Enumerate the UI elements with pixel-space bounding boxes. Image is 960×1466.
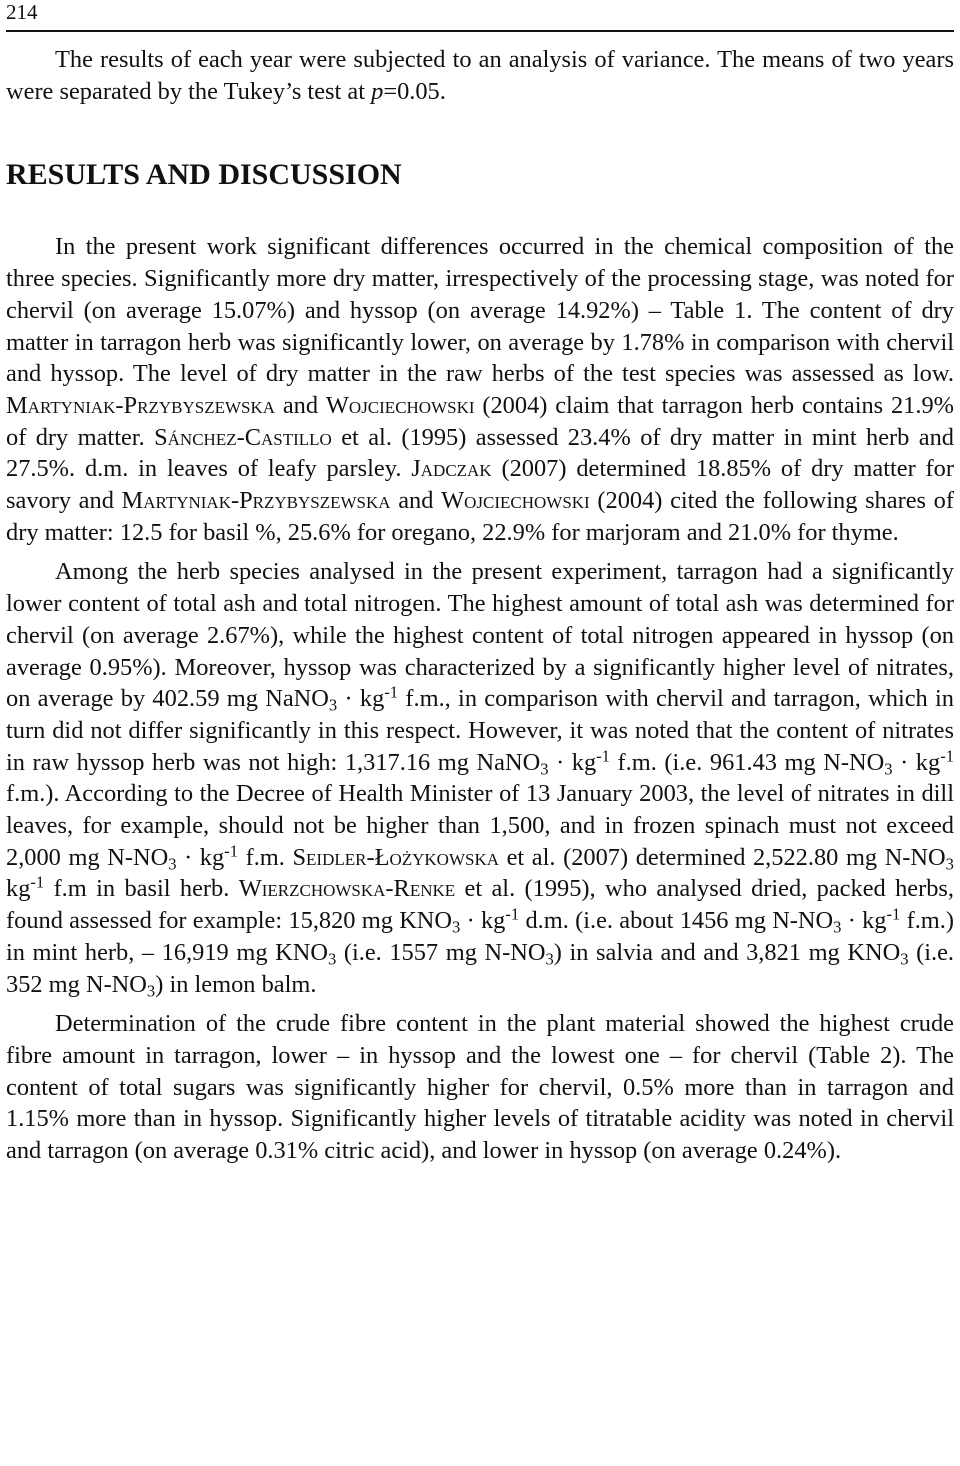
author-name: Jadczak xyxy=(411,455,492,483)
subscript: 3 xyxy=(945,854,954,874)
intro-paragraph xyxy=(6,44,954,107)
superscript: -1 xyxy=(886,904,901,924)
header-rule xyxy=(6,30,954,32)
paragraph-fibre-sugars: Determination of the crude fibre content in the plant material showed the highest crude fibre amount in tarragon, lower – in hyssop and the lowest one – for chervil (Table 2). The content of total sugars was significantly higher for chervil, 0.5% more than in tarragon and 1.15% more than in hyssop. Significantly higher levels of titratable acidity was noted in chervil and tarragon (on average 0.31% citric acid), and lower in hyssop (on average 0.24%). xyxy=(6,1010,954,1165)
text: f.m. (i.e. 961.43 mg N-NO xyxy=(609,748,885,776)
text: (2007) determined 18.85% of dry matter for savory and xyxy=(6,455,954,515)
text: f.m in basil herb. xyxy=(44,875,239,903)
subscript: 3 xyxy=(327,949,337,969)
superscript: -1 xyxy=(596,746,610,766)
text: (2004) cited the following shares of dry matter: 12.5 for basil %, 25.6% for oregano, 22.9% for marjoram and 21.0% for thyme. xyxy=(6,487,954,546)
text: · kg xyxy=(337,685,385,713)
text: · kg xyxy=(548,748,597,776)
text: f.m.). According to the Decree of Health Minister of 13 January 2003, the level of nitrates in dill leaves, for example, should not be higher than 1,500, and in frozen spinach must not exceed 2,000 mg N-NO xyxy=(6,780,954,871)
subscript: 3 xyxy=(884,759,893,779)
superscript: -1 xyxy=(384,682,399,702)
subscript: 3 xyxy=(146,981,156,1001)
author-name: Martyniak-Przybyszewska xyxy=(6,391,276,419)
section-heading: RESULTS AND DISCUSSION xyxy=(6,158,402,192)
intro-text: The results of each year were subjected to an analysis of variance. The means of two years were separated by the Tukey’s test at xyxy=(6,46,954,105)
author-name: Seidler-Łożykowska xyxy=(292,843,500,871)
page-number: 214 xyxy=(6,0,38,24)
text: f.m.) in mint herb, – 16,919 mg KNO xyxy=(6,907,955,966)
subscript: 3 xyxy=(452,917,461,937)
author-name: Wojciechowski xyxy=(325,391,475,419)
superscript: -1 xyxy=(940,746,954,766)
text: ) in salvia and and 3,821 mg KNO xyxy=(553,938,901,966)
subscript: 3 xyxy=(545,949,554,969)
p-symbol: p xyxy=(371,77,384,105)
text: kg xyxy=(6,875,31,903)
paragraph-dry-matter xyxy=(6,231,954,548)
subscript: 3 xyxy=(540,759,549,779)
text: · kg xyxy=(176,843,225,871)
text: · kg xyxy=(460,907,506,935)
text: In the present work significant differences occurred in the chemical composition of the three species. Significantly more dry matter, irrespectively of the processing stage, was noted for chervil (on average 15.07%) and hyssop (on average 14.92%) – Table 1. The content of dry matter in tarragon herb was significantly lower, on average by 1.78% in comparison with chervil and hyssop. The level of dry matter in the raw herbs of the test species was assessed as low. xyxy=(6,233,954,388)
text: ) in lemon balm. xyxy=(155,970,317,998)
subscript: 3 xyxy=(833,917,842,937)
text: · kg xyxy=(892,748,941,776)
text: f.m. xyxy=(237,843,293,871)
text: f.m., in comparison with chervil and tarragon, which in turn did not differ significantly in this respect. However, it was noted that the content of nitrates in raw hyssop herb was not high: 1,317.16 mg NaNO xyxy=(6,685,954,776)
text: (i.e. 1557 mg N-NO xyxy=(336,938,546,966)
text: et al. (2007) determined 2,522.80 mg N-NO xyxy=(499,843,946,871)
text: and xyxy=(275,391,326,419)
text: et al. (1995), who analysed dried, packed herbs, found assessed for example: 15,820 mg KNO xyxy=(6,875,955,935)
author-name: Sánchez-Castillo xyxy=(154,423,332,451)
superscript: -1 xyxy=(224,841,238,861)
intro-text-end: =0.05. xyxy=(383,77,446,105)
text: · kg xyxy=(841,907,887,935)
text: (i.e. 352 mg N-NO xyxy=(6,938,954,998)
subscript: 3 xyxy=(168,854,177,874)
text: Among the herb species analysed in the present experiment, tarragon had a significantly lower content of total ash and total nitrogen. The highest amount of total ash was determined for chervil (on average 2.67%), while the highest content of total nitrogen appeared in hyssop (on average 0.95%). Moreover, hyssop was characterized by a significantly higher level of nitrates, on average by 402.59 mg NaNO xyxy=(6,558,954,713)
subscript: 3 xyxy=(900,949,909,969)
page-body xyxy=(6,44,954,1167)
superscript: -1 xyxy=(30,873,45,893)
superscript: -1 xyxy=(505,904,520,924)
author-name: Martyniak-Przybyszewska xyxy=(121,487,391,515)
text: et al. (1995) assessed 23.4% of dry matter in mint herb and 27.5%. d.m. in leaves of leafy parsley. xyxy=(6,423,954,483)
paragraph-ash-nitrates xyxy=(6,556,954,1000)
author-name: Wojciechowski xyxy=(441,487,590,515)
text: d.m. (i.e. about 1456 mg N-NO xyxy=(519,907,834,935)
subscript: 3 xyxy=(328,695,338,715)
text: and xyxy=(390,487,442,515)
author-name: Wierzchowska-Renke xyxy=(238,875,456,903)
text: (2004) claim that tarragon herb contains 21.9% of dry matter. xyxy=(6,391,954,451)
